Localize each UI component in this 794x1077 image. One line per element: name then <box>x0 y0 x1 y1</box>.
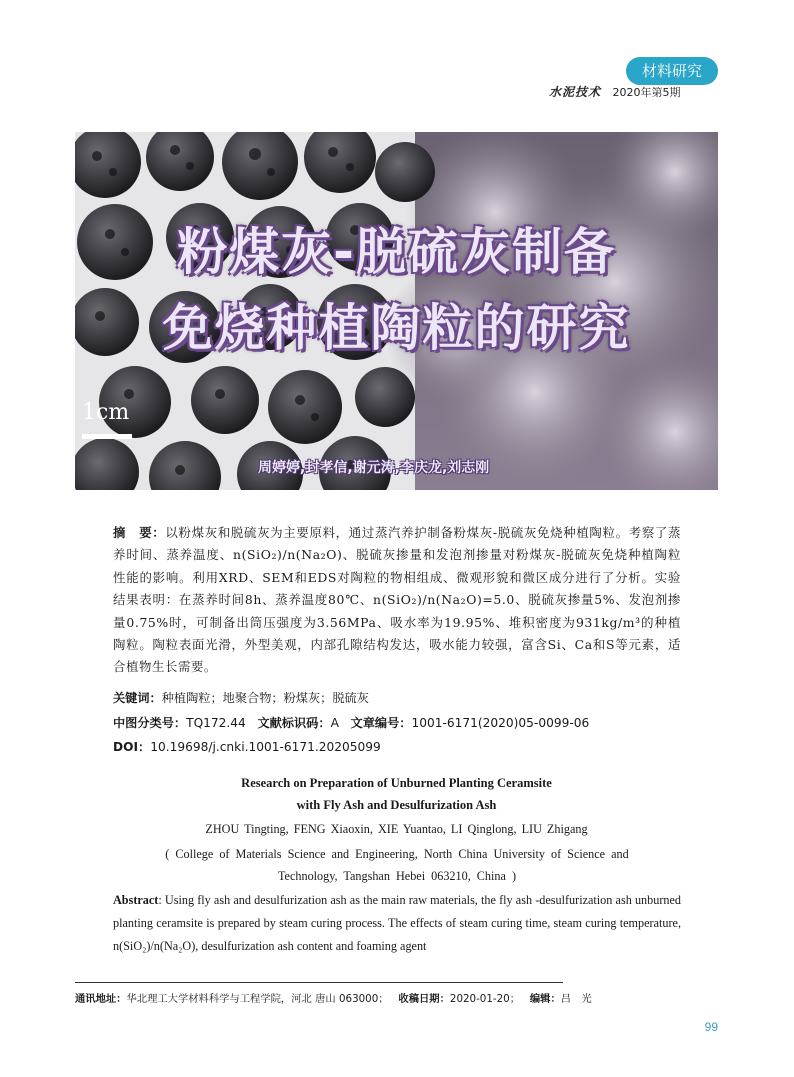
received-value: 2020-01-20； <box>449 993 521 1005</box>
doi <box>113 738 693 755</box>
clc-value: TQ172.44 <box>186 716 246 730</box>
clc-label: 中图分类号： <box>113 716 187 730</box>
journal-issue: 2020年第5期 <box>612 86 681 99</box>
footnote <box>75 990 592 1005</box>
english-title-line-1: Research on Preparation of Unburned Planting Ceramsite <box>241 776 552 790</box>
affiliation-line-2: Technology, Tangshan Hebei 063210, China ) <box>277 869 517 883</box>
authors-cn: 周婷婷,封孝信,谢元涛,李庆龙,刘志刚 <box>258 460 490 476</box>
article-no-label: 文章编号： <box>350 716 412 730</box>
doc-code-value: A <box>330 716 339 730</box>
address-value: 华北理工大学材料科学与工程学院，河北 唐山 063000； <box>126 993 389 1005</box>
scale-bar-label: 1cm <box>82 400 130 425</box>
editor-value: 吕 光 <box>560 993 592 1005</box>
scale-bar <box>82 434 132 439</box>
title-line-1: 粉煤灰-脱硫灰制备 <box>177 223 616 281</box>
doi-label: DOI： <box>113 740 151 754</box>
english-abstract-text: : Using fly ash and desulfurization ash as the main raw materials, the fly ash -desulfurization ash unburned planting ceramsite is prepared by steam curing process. The effects of steam curing time, steam curing temperature, n(SiO₂)/n(Na₂O), desulfurization ash content and foaming agent <box>113 893 681 953</box>
classification <box>113 714 693 731</box>
page-number: 99 <box>704 1020 718 1034</box>
title-line-2: 免烧种植陶粒的研究 <box>162 299 631 357</box>
address-label: 通讯地址： <box>75 993 127 1005</box>
editor-label: 编辑： <box>529 993 561 1005</box>
english-title-line-2: with Fly Ash and Desulfurization Ash <box>296 798 497 812</box>
english-abstract <box>113 889 681 958</box>
doi-value[interactable]: 10.19698/j.cnki.1001-6171.20205099 <box>150 740 381 754</box>
journal-name: 水泥技术 <box>549 85 602 99</box>
abstract-cn <box>113 522 681 679</box>
keywords <box>113 689 693 706</box>
received-label: 收稿日期： <box>398 993 450 1005</box>
section-badge: 材料研究 <box>626 57 718 85</box>
doc-code-label: 文献标识码： <box>257 716 331 730</box>
article-no-value: 1001-6171(2020)05-0099-06 <box>411 716 590 730</box>
english-authors: ZHOU Tingting, FENG Xiaoxin, XIE Yuantao, LI Qinglong, LIU Zhigang <box>205 822 588 836</box>
abstract-cn-label: 摘 要： <box>113 525 166 540</box>
abstract-cn-text: 以粉煤灰和脱硫灰为主要原料，通过蒸汽养护制备粉煤灰-脱硫灰免烧种植陶粒。考察了蒸养时间、蒸养温度、n(SiO₂)/n(Na₂O)、脱硫灰掺量和发泡剂掺量对粉煤灰-脱硫灰免烧种植陶粒性能的影响。利用XRD、SEM和EDS对陶粒的物相组成、微观形貌和微区成分进行了分析。实验结果表明：在蒸养时间8h、蒸养温度80℃、n(SiO₂)/n(Na₂O)=5.0、脱硫灰掺量5%、发泡剂掺量0.75%时，可制备出筒压强度为3.56MPa、吸水率为19.95%、堆积密度为931kg/m³的种植陶粒。陶粒表面光滑，外型美观，内部孔隙结构发达，吸水能力较强，富含Si、Ca和S等元素，适合植物生长需要。 <box>113 525 682 675</box>
footnote-divider <box>75 982 563 983</box>
english-affiliation <box>113 843 681 887</box>
english-abstract-label: Abstract <box>113 893 159 907</box>
keywords-label: 关键词： <box>113 691 162 705</box>
journal-header <box>549 83 681 100</box>
keywords-text: 种植陶粒；地聚合物；粉煤灰；脱硫灰 <box>161 691 369 705</box>
affiliation-line-1: ( College of Materials Science and Engineering, North China University of Science and <box>165 847 629 861</box>
